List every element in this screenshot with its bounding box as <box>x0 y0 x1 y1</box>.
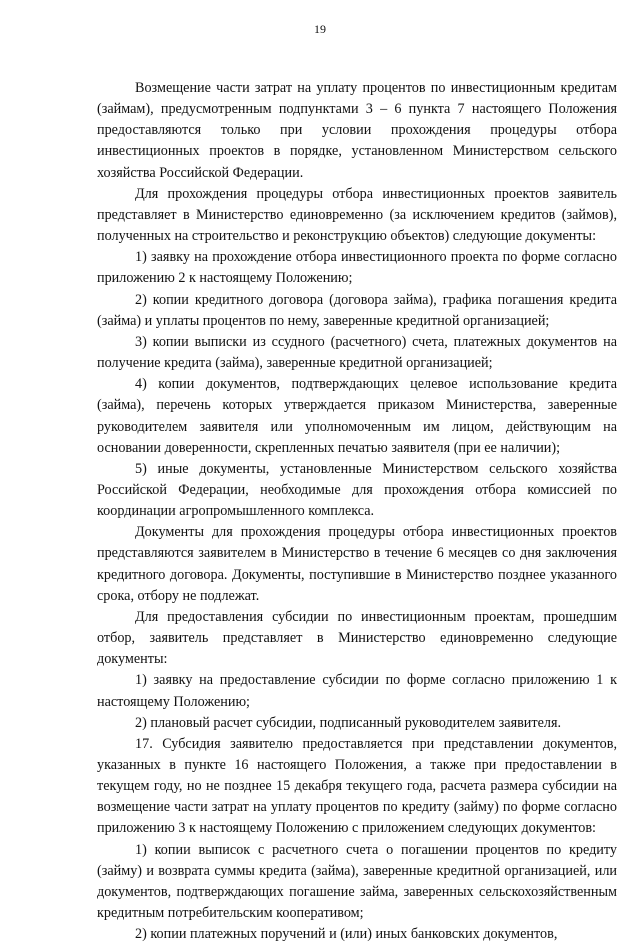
list-item-payment-order-copies: 2) копии платежных поручений и (или) иных банковских документов, <box>135 926 558 943</box>
list-item-account-statement-copies: 3) копии выписки из ссудного (расчетного) счета, платежных документов на получение кредита (займа), заверенные кредитной организацией; <box>97 333 617 372</box>
paragraph-selection-documents: Для прохождения процедуры отбора инвестиционных проектов заявитель представляет в Министерство единовременно (за исключением кредитов (займов), полученных на строительство и реконструкцию объектов) следующие документы: <box>97 185 617 245</box>
list-item-other-documents: 5) иные документы, установленные Министерством сельского хозяйства Российской Федерации, необходимые для прохождения отбора комиссией по координации агропромышленного комплекса. <box>97 460 617 520</box>
paragraph-reimbursement-condition: Возмещение части затрат на уплату процентов по инвестиционным кредитам (займам), предусмотренным подпунктами 3 – 6 пункта 7 настоящего Положения предоставляются только при условии прохождения процедуры отбора инвестиционных проектов в порядке, установленном Министерством сельского хозяйства Российской Федерации. <box>97 80 617 181</box>
list-item-subsidy-application: 1) заявку на предоставление субсидии по форме согласно приложению 1 к настоящему Положению; <box>97 672 617 710</box>
list-item-selection-application: 1) заявку на прохождение отбора инвестиционного проекта по форме согласно приложению 2 к настоящему Положению; <box>97 249 617 287</box>
page-number: 19 <box>314 22 326 36</box>
list-item-credit-agreement-copies: 2) копии кредитного договора (договора займа), графика погашения кредита (займа) и уплаты процентов по нему, заверенные кредитной организацией; <box>97 291 617 329</box>
paragraph-subsidy-documents: Для предоставления субсидии по инвестиционным проектам, прошедшим отбор, заявитель представляет в Министерство единовременно следующие документы: <box>97 608 617 668</box>
document-body <box>97 78 617 945</box>
list-item-account-extract-copies: 1) копии выписок с расчетного счета о погашении процентов по кредиту (займу) и возврата суммы кредита (займа), заверенные кредитной организацией, или документов, подтверждающих погашение займа, заверенных сельскохозяйственным кредитным потребительским кооперативом; <box>97 841 617 922</box>
paragraph-clause-17: 17. Субсидия заявителю предоставляется при представлении документов, указанных в пункте 16 настоящего Положения, а также при предоставлении в текущем году, но не позднее 15 декабря текущего года, расчета размера субсидии на возмещение части затрат на уплату процентов по кредиту (займу) по форме согласно приложению 3 к настоящему Положению с приложением следующих документов: <box>97 735 617 837</box>
list-item-planned-calculation: 2) плановый расчет субсидии, подписанный руководителем заявителя. <box>135 714 562 731</box>
list-item-target-use-documents: 4) копии документов, подтверждающих целевое использование кредита (займа), перечень которых утверждается приказом Министерства, заверенные руководителем заявителя или уполномоченным им лицом, действующим на основании доверенности, скрепленных печатью заявителя (при ее наличии); <box>97 376 617 456</box>
paragraph-submission-deadline: Документы для прохождения процедуры отбора инвестиционных проектов представляются заявителем в Министерство в течение 6 месяцев со дня заключения кредитного договора. Документы, поступившие в Министерство позднее указанного срока, отбору не подлежат. <box>97 524 617 604</box>
